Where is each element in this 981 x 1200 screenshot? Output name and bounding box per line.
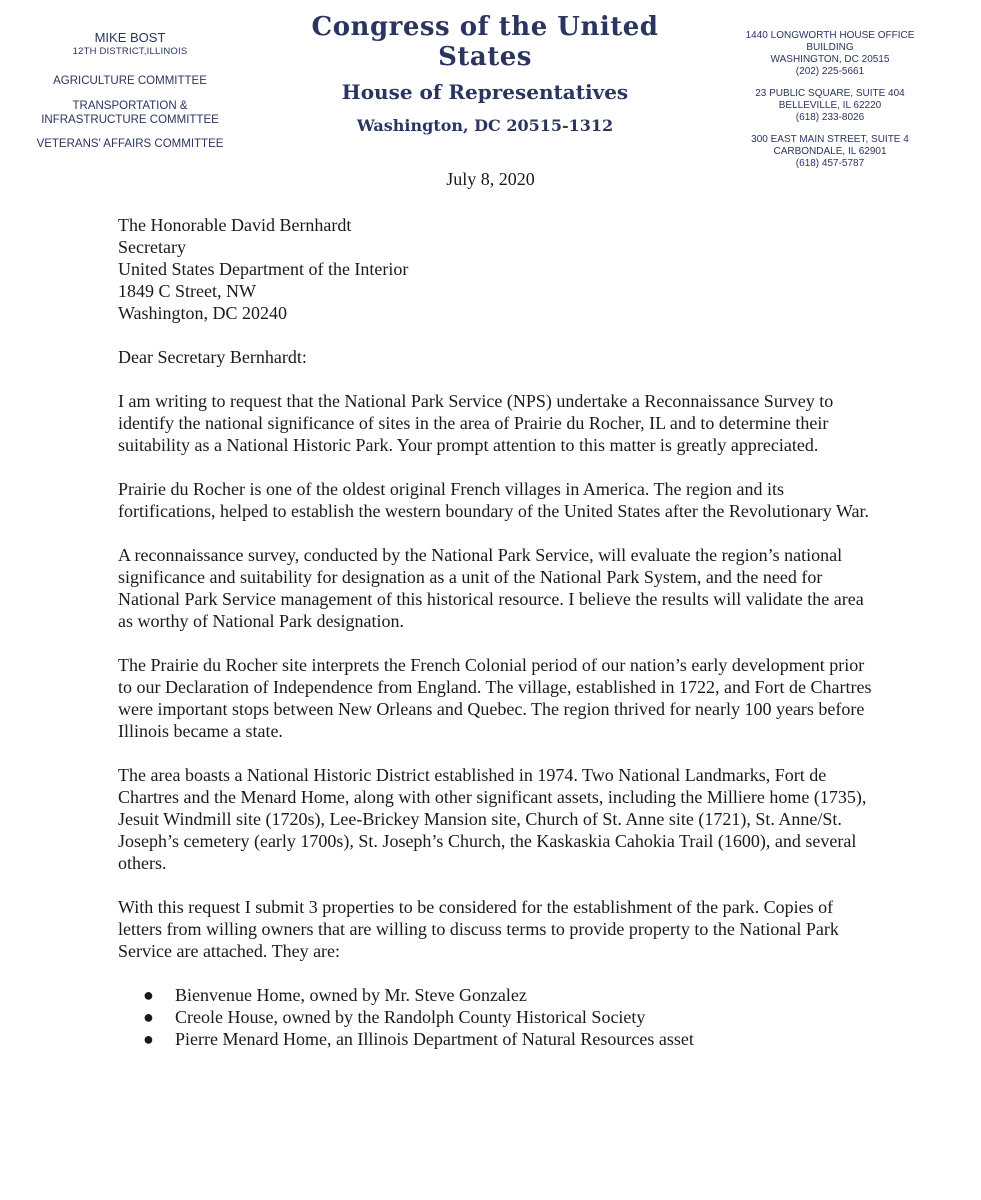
office-belleville-phone: (618) 233-8026 [795,112,865,123]
committee-agriculture: AGRICULTURE COMMITTEE [53,75,207,88]
office-carbondale-phone: (618) 457-5787 [795,158,865,169]
office-belleville [730,88,930,124]
bullet-icon: ● [143,985,154,1005]
bullet-icon: ● [143,1007,154,1027]
property-list [118,984,878,1050]
salutation: Dear Secretary Bernhardt: [118,347,307,367]
address-line: The Honorable David Bernhardt [118,215,352,235]
address-line: Washington, DC 20240 [118,303,288,323]
paragraph: A reconnaissance survey, conducted by the National Park Service, will evaluate the region’s national significance and suitability for designation as a unit of the National Park System, and the need for National Park Service management of this historical resource. I believe the results will validate the area as worthy of National Park designation. [118,545,864,631]
list-item [143,1028,878,1050]
property-text: Creole House, owned by the Randolph County Historical Society [175,1007,646,1027]
property-text: Pierre Menard Home, an Illinois Department of Natural Resources asset [175,1029,694,1049]
member-info-block [30,30,230,152]
letterhead-city: Washington, DC 20515-1312 [356,116,614,135]
paragraph: Prairie du Rocher is one of the oldest original French villages in America. The region and its fortifications, helped to establish the western boundary of the United States after the Revolutionary War. [118,479,870,521]
paragraph: The Prairie du Rocher site interprets the French Colonial period of our nation’s early development prior to our Declaration of Independence from England. The village, established in 1722, and Fort de Chartres were important stops between New Orleans and Quebec. The region thrived for nearly 100 years before Illinois became a state. [118,655,872,741]
office-dc-city: WASHINGTON, DC 20515 [770,54,890,65]
property-text: Bienvenue Home, owned by Mr. Steve Gonzalez [175,985,527,1005]
letter-body [118,168,878,1050]
office-carbondale-street: 300 EAST MAIN STREET, SUITE 4 [751,134,909,145]
paragraph: The area boasts a National Historic District established in 1974. Two National Landmarks, Fort de Chartres and the Menard Home, along with other significant assets, including the Milliere home (1735), Jesuit Windmill site (1720s), Lee-Brickey Mansion site, Church of St. Anne site (1721), St. Anne/St. Joseph’s cemetery (early 1700s), St. Joseph’s Church, the Kaskaskia Cahokia Trail (1600), and several others. [118,765,867,873]
address-line: 1849 C Street, NW [118,281,256,301]
list-item [143,1006,878,1028]
address-line: Secretary [118,237,186,257]
office-carbondale [730,134,930,170]
office-carbondale-city: CARBONDALE, IL 62901 [773,146,887,157]
letterhead-house: House of Representatives [341,80,629,104]
committee-transportation: TRANSPORTATION & INFRASTRUCTURE COMMITTEE [41,99,219,126]
office-dc [730,30,930,78]
office-belleville-street: 23 PUBLIC SQUARE, SUITE 404 [755,88,905,99]
member-district: 12TH DISTRICT,ILLINOIS [72,46,188,58]
address-line: United States Department of the Interior [118,259,409,279]
recipient-address [118,214,878,324]
office-addresses [730,30,930,180]
paragraph: I am writing to request that the National Park Service (NPS) undertake a Reconnaissance Survey to identify the national significance of sites in the area of Prairie du Rocher, IL and to determine their suitability as a National Historic Park. Your prompt attention to this matter is greatly appreciated. [118,391,834,455]
office-belleville-city: BELLEVILLE, IL 62220 [778,100,882,111]
member-name: MIKE BOST [94,30,166,45]
bullet-icon: ● [143,1029,154,1049]
list-item [143,984,878,1006]
letter-date: July 8, 2020 [446,169,535,189]
paragraph: With this request I submit 3 properties to be considered for the establishment of the park. Copies of letters from willing owners that are willing to discuss terms to provide property to the National Park Service are attached. They are: [118,897,839,961]
committee-veterans: VETERANS' AFFAIRS COMMITTEE [36,138,224,151]
office-dc-phone: (202) 225-5661 [795,66,865,77]
office-dc-street: 1440 LONGWORTH HOUSE OFFICE BUILDING [745,30,915,53]
letterhead-congress: Congress of the United States [311,12,659,72]
letterhead-title [275,12,695,135]
